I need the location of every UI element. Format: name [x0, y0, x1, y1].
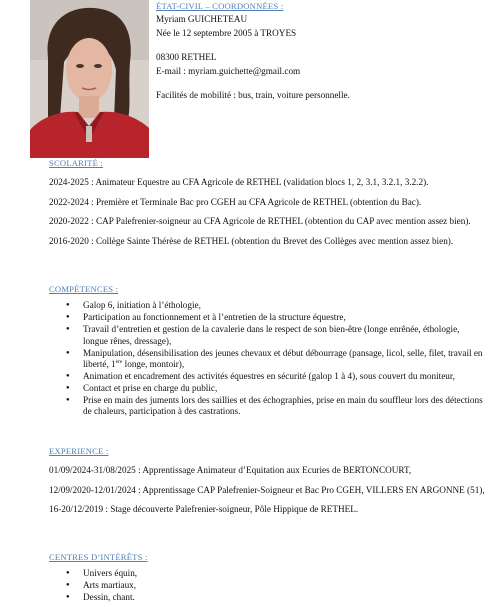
skill-manipulation-text: Manipulation, désensibilisation des jeunes chevaux et début débourrage (pansage, licol, selle, filet, travail en liberté, 1 [83, 347, 483, 369]
skill-item: ● Participation au fonctionnement et à l’entretien de la structure équestre, [66, 312, 485, 323]
education-section [49, 158, 485, 247]
experience-entry: 16-20/12/2019 : Stage découverte Palefrenier-soigneur, Pôle Hippique de RETHEL. [49, 504, 359, 515]
mobility: Facilités de mobilité : bus, train, voiture personnelle. [156, 90, 350, 101]
interests-list [49, 568, 485, 603]
skill-item: ● Contact et prise en charge du public, [66, 383, 485, 394]
birth-info: Née le 12 septembre 2005 à TROYES [156, 27, 297, 38]
skills-title: COMPÉTENCES : [49, 284, 119, 294]
skill-item [66, 348, 485, 371]
email: E-mail : myriam.guichette@gmail.com [156, 65, 301, 76]
interest-item: ● Arts martiaux, [66, 580, 485, 591]
experience-entry: 12/09/2020-12/01/2024 : Apprentissage CAP Palefrenier-Soigneur et Bac Pro CGEH, VILLERS EN ARGONNE (51), [49, 484, 485, 495]
education-entry: 2016-2020 : Collège Sainte Thérèse de RETHEL (obtention du Brevet des Collèges avec mention assez bien). [49, 235, 454, 246]
education-title: SCOLARITÉ : [49, 158, 104, 168]
skill-item: ● Galop 6, initiation à l’éthologie, [66, 300, 485, 311]
experience-section [49, 446, 485, 516]
superscript-ere: ère [115, 358, 123, 365]
experience-title: EXPERIENCE : [49, 446, 109, 456]
skill-item: ● Animation et encadrement des activités équestres en sécurité (galop 1 à 4), sous couvert du moniteur, [66, 371, 485, 382]
education-entry: 2022-2024 : Première et Terminale Bac pro CGEH au CFA Agricole de RETHEL (obtention du Bac). [49, 196, 422, 207]
skills-list [49, 300, 485, 417]
interest-item: ● Dessin, chant. [66, 592, 485, 603]
full-name: Myriam GUICHETEAU [156, 14, 248, 25]
interest-item: ● Univers équin, [66, 568, 485, 579]
civil-status-title: ÉTAT-CIVIL – COORDONNÉES : [156, 1, 284, 11]
profile-photo [30, 0, 149, 158]
address: 08300 RETHEL [156, 52, 217, 63]
skills-section [49, 284, 485, 418]
skill-item: ● Travail d’entretien et gestion de la cavalerie dans le respect de son bien-être (longe enrênée, éthologie, longue rênes, dressage), [66, 324, 485, 347]
civil-status-section [156, 1, 486, 101]
interests-title: CENTRES D’INTÉRÊTS : [49, 552, 148, 562]
education-entry: 2024-2025 : Animateur Equestre au CFA Agricole de RETHEL (validation blocs 1, 2, 3.1, 3.2.1, 3.2.2). [49, 177, 429, 188]
interests-section [49, 552, 485, 604]
skill-item: ● Prise en main des juments lors des saillies et des échographies, prise en main du souffleur lors des détections de chaleurs, participation à des castrations. [66, 395, 485, 418]
education-entry: 2020-2022 : CAP Palefrenier-soigneur au CFA Agricole de RETHEL (obtention du CAP avec mention assez bien). [49, 216, 471, 227]
experience-entry: 01/09/2024-31/08/2025 : Apprentissage Animateur d’Equitation aux Ecuries de BERTONCOURT, [49, 465, 412, 476]
skill-manipulation-end: longe, montoir), [122, 358, 185, 369]
